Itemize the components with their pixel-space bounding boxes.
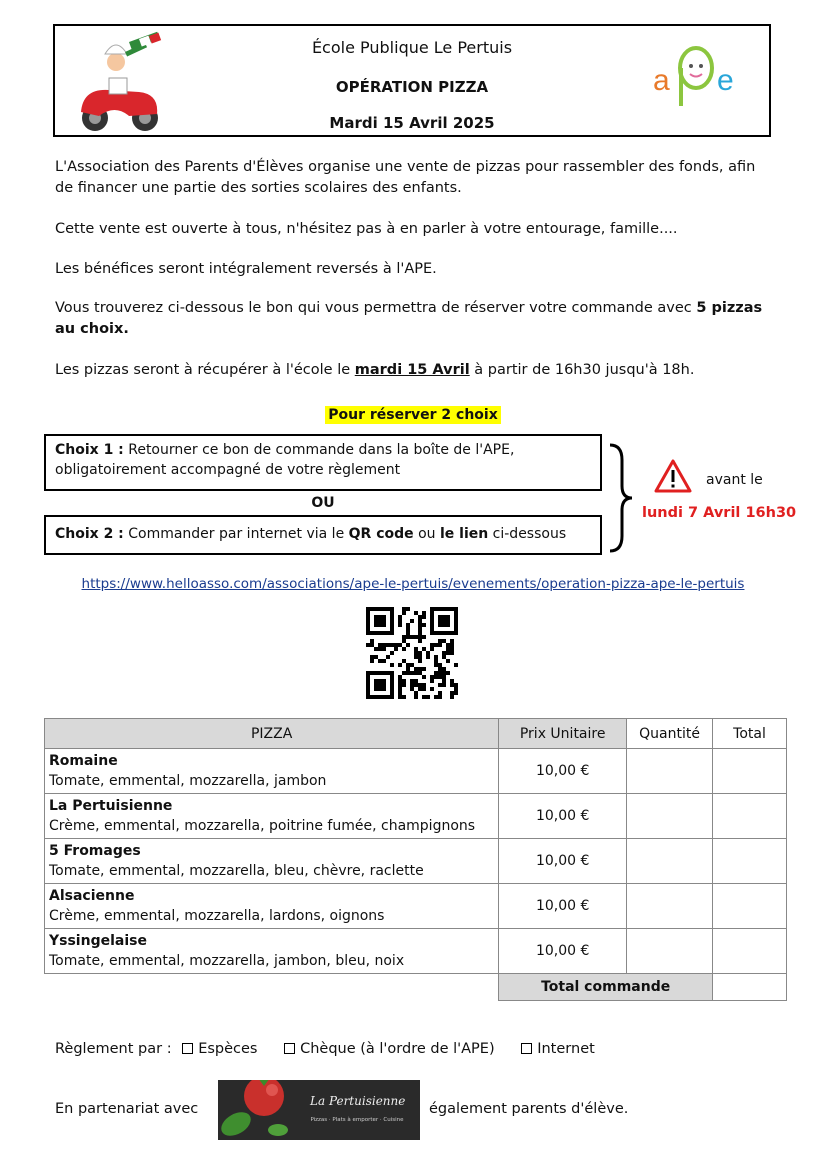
pizza-cell (45, 839, 499, 884)
header-quantite: Quantité (627, 719, 713, 749)
total-commande-cell[interactable] (713, 974, 787, 1001)
choix-1-label: Choix 1 : (55, 442, 124, 458)
pizza-cell (45, 794, 499, 839)
choix-2-qr: QR code (348, 526, 414, 542)
header-pizza: PIZZA (45, 719, 499, 749)
intro-paragraph-1: L'Association des Parents d'Élèves organise une vente de pizzas pour rassembler des fonds, afin de financer une partie des sorties scolaires des enfants. (55, 159, 756, 196)
partner-banner (218, 1080, 420, 1140)
deadline: lundi 7 Avril 16h30 (642, 505, 797, 521)
table-row (45, 929, 787, 974)
partner-before: En partenariat avec (55, 1101, 199, 1117)
avant-le: avant le (706, 472, 763, 488)
p4-text: Vous trouverez ci-dessous le bon qui vous permettra de réserver votre commande avec (55, 300, 697, 316)
payment-cheque[interactable] (284, 1041, 495, 1057)
empty-cell (45, 974, 499, 1001)
header-total: Total (713, 719, 787, 749)
partner-after: également parents d'élève. (429, 1101, 629, 1117)
price-cell: 10,00 € (499, 749, 627, 794)
payment-cheque-label: Chèque (à l'ordre de l'APE) (300, 1041, 495, 1057)
header-box (53, 24, 771, 137)
pizza-desc: Tomate, emmental, mozzarella, bleu, chèvre, raclette (49, 863, 424, 879)
ape-logo-e: e (717, 64, 734, 97)
pizza-cell (45, 884, 499, 929)
pizza-table (44, 718, 787, 1001)
pizza-name: 5 Fromages (49, 843, 141, 859)
payment-internet[interactable] (521, 1041, 595, 1057)
ape-logo (645, 42, 745, 112)
checkbox-icon[interactable] (284, 1043, 295, 1054)
pizza-name: Romaine (49, 753, 118, 769)
choix-1-box (44, 434, 602, 491)
table-row (45, 794, 787, 839)
table-row (45, 839, 787, 884)
table-row (45, 884, 787, 929)
total-cell[interactable] (713, 839, 787, 884)
banner-sub: Pizzas · Plats à emporter · Cuisine (310, 1117, 404, 1123)
quantity-cell[interactable] (627, 794, 713, 839)
quantity-cell[interactable] (627, 929, 713, 974)
helloasso-link[interactable]: https://www.helloasso.com/associations/ape-le-pertuis/evenements/operation-pizza-ape-le-pertuis (81, 576, 745, 592)
pizza-cell (45, 929, 499, 974)
p4-bold: 5 pizzas au choix. (55, 300, 763, 337)
choix-2-lien: le lien (439, 526, 489, 542)
warning-icon (654, 459, 692, 493)
choix-2-box (44, 515, 602, 555)
school-name: École Publique Le Pertuis (311, 38, 513, 57)
p5-end: à partir de 16h30 jusqu'à 18h. (469, 362, 695, 378)
intro-paragraph-5 (55, 360, 775, 381)
choix-2-label: Choix 2 : (55, 526, 124, 542)
right-brace-icon (606, 442, 634, 554)
p5-date: mardi 15 Avril (354, 362, 470, 378)
choix-1-text: Retourner ce bon de commande dans la boîte de l'APE, obligatoirement accompagné de votre règlement (55, 442, 515, 478)
event-date: Mardi 15 Avril 2025 (329, 114, 495, 132)
pizza-name: La Pertuisienne (49, 798, 173, 814)
price-cell: 10,00 € (499, 929, 627, 974)
ape-logo-a: a (653, 64, 670, 97)
total-cell[interactable] (713, 884, 787, 929)
banner-name: La Pertuisienne (310, 1094, 406, 1108)
pizza-desc: Tomate, emmental, mozzarella, jambon, bleu, noix (49, 953, 405, 969)
table-row (45, 749, 787, 794)
checkbox-icon[interactable] (521, 1043, 532, 1054)
reserve-title: Pour réserver 2 choix (325, 406, 500, 424)
payment-especes-label: Espèces (198, 1041, 258, 1057)
reserve-title-wrap (0, 404, 826, 423)
quantity-cell[interactable] (627, 839, 713, 884)
pizza-desc: Crème, emmental, mozzarella, poitrine fumée, champignons (49, 818, 476, 834)
price-cell: 10,00 € (499, 794, 627, 839)
ou-separator: OU (311, 495, 335, 511)
payment-label: Règlement par : (55, 1041, 172, 1057)
p5-text: Les pizzas seront à récupérer à l'école le (55, 362, 355, 378)
price-cell: 10,00 € (499, 884, 627, 929)
quantity-cell[interactable] (627, 749, 713, 794)
pizza-name: Alsacienne (49, 888, 135, 904)
operation-title: OPÉRATION PIZZA (335, 78, 489, 96)
table-header-row (45, 719, 787, 749)
total-cell[interactable] (713, 929, 787, 974)
qr-code[interactable] (366, 607, 458, 703)
qr-code-image (366, 607, 458, 699)
total-row (45, 974, 787, 1001)
total-commande-label: Total commande (499, 974, 713, 1001)
choix-2-t2: ou (413, 526, 440, 542)
choix-2-t3: ci-dessous (488, 526, 567, 542)
tomato-basil-illustration (218, 1080, 298, 1140)
total-cell[interactable] (713, 749, 787, 794)
price-cell: 10,00 € (499, 839, 627, 884)
checkbox-icon[interactable] (182, 1043, 193, 1054)
choix-2-t1: Commander par internet via le (123, 526, 349, 542)
ape-logo-p (645, 42, 646, 43)
intro-paragraph-4 (55, 298, 775, 340)
header-prix: Prix Unitaire (499, 719, 627, 749)
intro-paragraph-3: Les bénéfices seront intégralement reversés à l'APE. (55, 261, 437, 277)
total-cell[interactable] (713, 794, 787, 839)
intro-paragraph-2: Cette vente est ouverte à tous, n'hésitez pas à en parler à votre entourage, famille.... (55, 221, 678, 237)
payment-especes[interactable] (182, 1041, 257, 1057)
link-wrap (0, 576, 826, 592)
pizza-cell (45, 749, 499, 794)
payment-line (55, 1041, 595, 1057)
quantity-cell[interactable] (627, 884, 713, 929)
payment-internet-label: Internet (537, 1041, 595, 1057)
pizza-desc: Tomate, emmental, mozzarella, jambon (49, 773, 327, 789)
pizza-desc: Crème, emmental, mozzarella, lardons, oignons (49, 908, 385, 924)
pizza-name: Yssingelaise (49, 933, 147, 949)
